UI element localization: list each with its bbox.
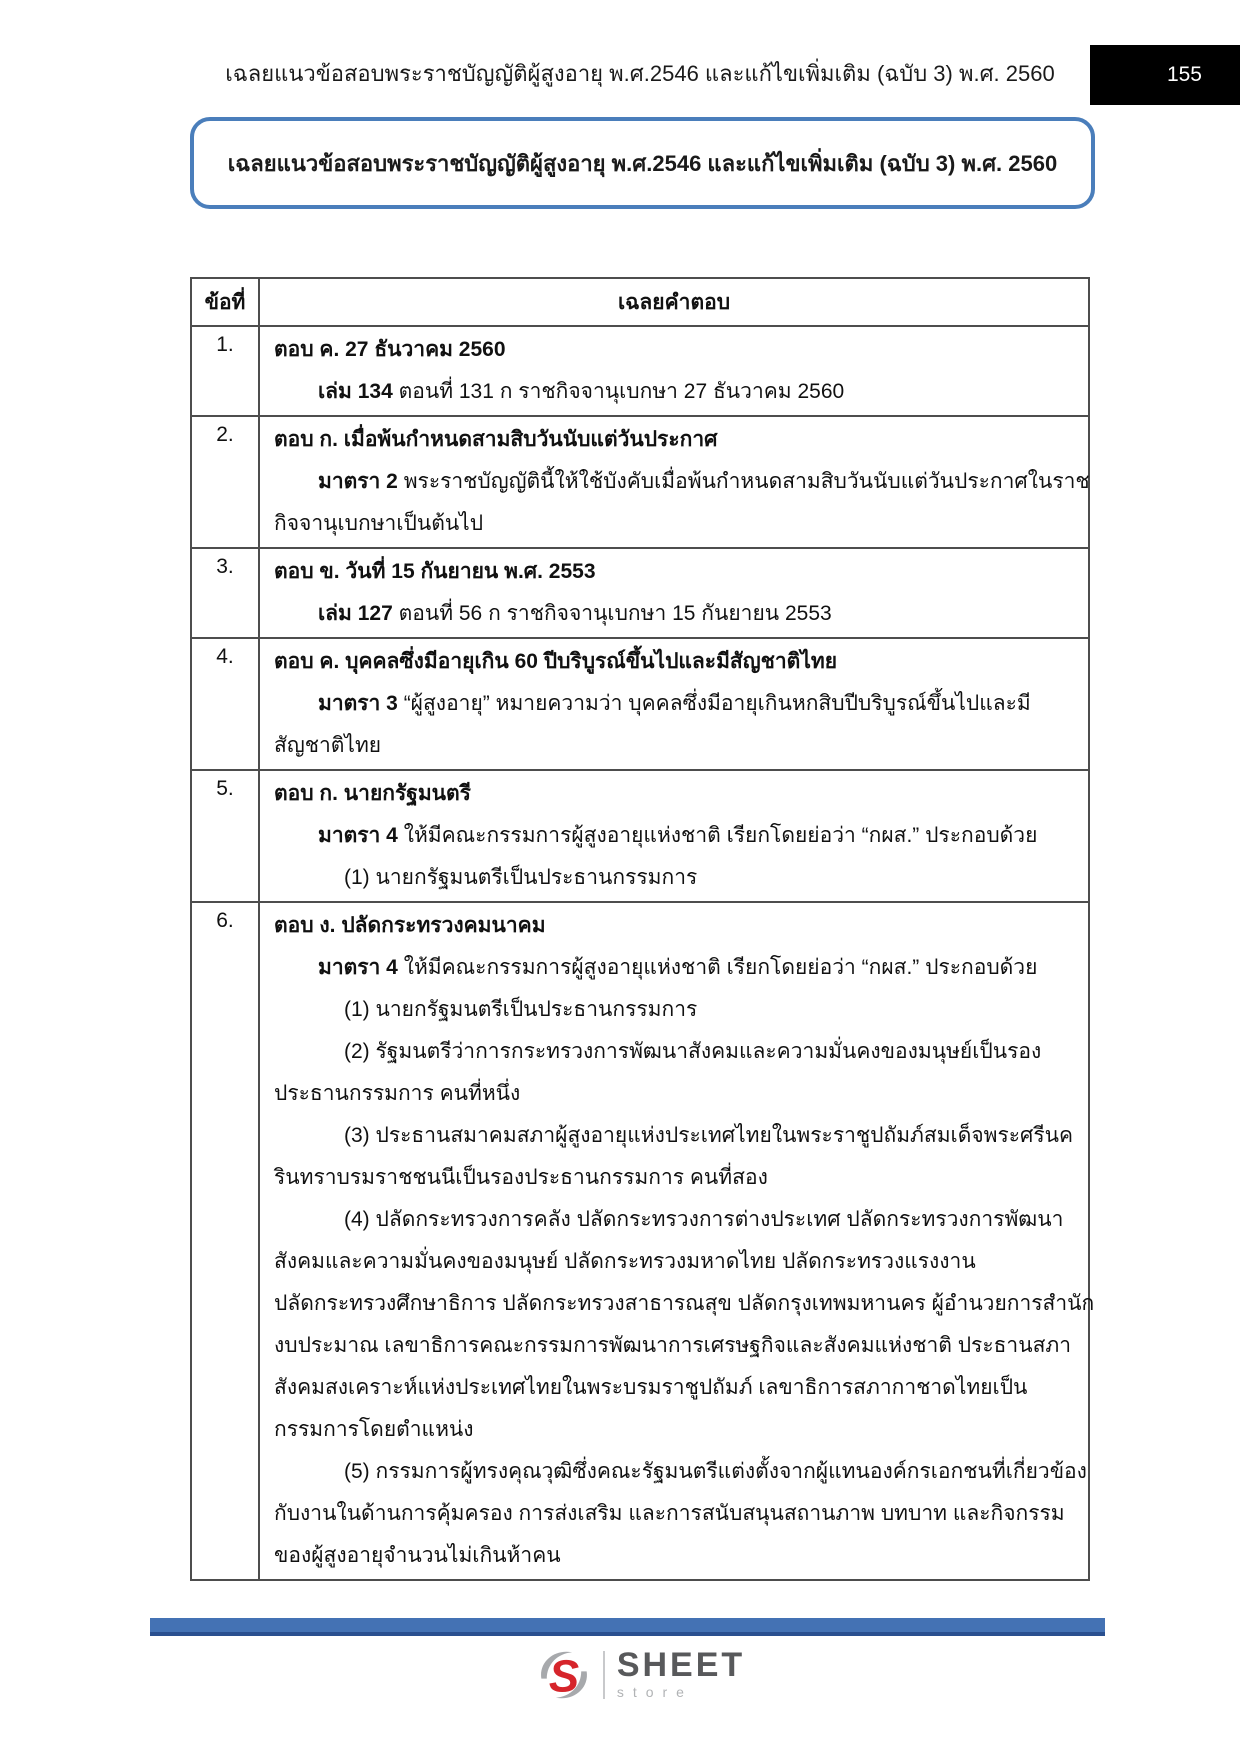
column-header-no: ข้อที่ (191, 278, 259, 326)
cell-question-number: 1. (191, 326, 259, 416)
sheet-store-logo (0, 1646, 1240, 1704)
cell-question-number: 2. (191, 416, 259, 548)
answer-line: สังคมสงเคราะห์แห่งประเทศไทยในพระบรมราชูปถัมภ์ เลขาธิการสภากาชาดไทยเป็น (274, 1376, 1028, 1399)
answer-line: เล่ม 134 ตอนที่ 131 ก ราชกิจจานุเบกษา 27 ธันวาคม 2560 (318, 380, 845, 403)
answer-line: ตอบ ค. บุคคลซึ่งมีอายุเกิน 60 ปีบริบูรณ์ขึ้นไปและมีสัญชาติไทย (274, 650, 838, 673)
cell-answer (259, 326, 1089, 416)
logo-letter: S (548, 1650, 579, 1702)
table-row (191, 902, 1089, 1580)
cell-answer (259, 548, 1089, 638)
answer-line: (3) ประธานสมาคมสภาผู้สูงอายุแห่งประเทศไทยในพระราชูปถัมภ์สมเด็จพระศรีนค (344, 1124, 1074, 1147)
answer-line: มาตรา 4 ให้มีคณะกรรมการผู้สูงอายุแห่งชาติ เรียกโดยย่อว่า “กผส.” ประกอบด้วย (318, 956, 1038, 979)
logo-divider (603, 1651, 605, 1699)
answer-table (190, 277, 1095, 1581)
answer-line: ตอบ ก. เมื่อพ้นกำหนดสามสิบวันนับแต่วันประกาศ (274, 428, 718, 451)
logo-brand-text: SHEET (616, 1646, 746, 1684)
logo-sub-text: store (616, 1684, 693, 1700)
answer-line: สังคมและความมั่นคงของมนุษย์ ปลัดกระทรวงมหาดไทย ปลัดกระทรวงแรงงาน (274, 1250, 976, 1273)
answer-line: เล่ม 127 ตอนที่ 56 ก ราชกิจจานุเบกษา 15 กันยายน 2553 (318, 602, 832, 625)
answer-line: สัญชาติไทย (274, 734, 382, 757)
page-number-badge (1090, 45, 1240, 105)
sheet-store-logo-icon (535, 1646, 593, 1704)
cell-answer (259, 902, 1095, 1580)
page-header-text: เฉลยแนวข้อสอบพระราชบัญญัติผู้สูงอายุ พ.ศ.2546 และแก้ไขเพิ่มเติม (ฉบับ 3) พ.ศ. 2560 (225, 61, 1055, 86)
answer-line: (1) นายกรัฐมนตรีเป็นประธานกรรมการ (344, 866, 698, 889)
cell-question-number: 4. (191, 638, 259, 770)
cell-answer (259, 770, 1089, 902)
table-row (191, 638, 1089, 770)
page-number: 155 (1166, 63, 1202, 86)
answer-line: มาตรา 2 พระราชบัญญัตินี้ให้ใช้บังคับเมื่อพ้นกำหนดสามสิบวันนับแต่วันประกาศในราช (318, 470, 1090, 493)
answer-line: งบประมาณ เลขาธิการคณะกรรมการพัฒนาการเศรษฐกิจและสังคมแห่งชาติ ประธานสภา (274, 1334, 1072, 1357)
column-header-answer: เฉลยคำตอบ (259, 278, 1089, 326)
answer-line: ตอบ ข. วันที่ 15 กันยายน พ.ศ. 2553 (274, 560, 596, 583)
answer-line: ตอบ ค. 27 ธันวาคม 2560 (274, 338, 506, 361)
answer-line: ตอบ ง. ปลัดกระทรวงคมนาคม (274, 914, 546, 937)
table-row (191, 770, 1089, 902)
answer-line: รินทราบรมราชชนนีเป็นรองประธานกรรมการ คนที่สอง (274, 1166, 768, 1189)
answer-line: มาตรา 3 “ผู้สูงอายุ” หมายความว่า บุคคลซึ่งมีอายุเกินหกสิบปีบริบูรณ์ขึ้นไปและมี (318, 692, 1031, 715)
answer-line: กรรมการโดยตำแหน่ง (274, 1418, 474, 1441)
answer-line: กับงานในด้านการคุ้มครอง การส่งเสริม และการสนับสนุนสถานภาพ บทบาท และกิจกรรม (274, 1502, 1065, 1525)
cell-question-number: 5. (191, 770, 259, 902)
answer-line: (4) ปลัดกระทรวงการคลัง ปลัดกระทรวงการต่างประเทศ ปลัดกระทรวงการพัฒนา (344, 1208, 1064, 1231)
answer-line: มาตรา 4 ให้มีคณะกรรมการผู้สูงอายุแห่งชาติ เรียกโดยย่อว่า “กผส.” ประกอบด้วย (318, 824, 1038, 847)
answer-line: ตอบ ก. นายกรัฐมนตรี (274, 782, 471, 805)
answer-line: ประธานกรรมการ คนที่หนึ่ง (274, 1082, 521, 1105)
table-header-row (191, 278, 1089, 326)
answer-line: (1) นายกรัฐมนตรีเป็นประธานกรรมการ (344, 998, 698, 1021)
document-title: เฉลยแนวข้อสอบพระราชบัญญัติผู้สูงอายุ พ.ศ.2546 และแก้ไขเพิ่มเติม (ฉบับ 3) พ.ศ. 2560 (227, 150, 1058, 176)
table-row (191, 416, 1089, 548)
answer-line: กิจจานุเบกษาเป็นต้นไป (274, 512, 484, 535)
answer-table-body (191, 326, 1095, 1580)
document-title-box (190, 117, 1095, 209)
cell-answer (259, 416, 1089, 548)
cell-question-number: 6. (191, 902, 259, 1580)
footer-divider-bar (150, 1618, 1105, 1636)
cell-question-number: 3. (191, 548, 259, 638)
answer-line: (5) กรรมการผู้ทรงคุณวุฒิซึ่งคณะรัฐมนตรีแต่งตั้งจากผู้แทนองค์กรเอกชนที่เกี่ยวข้อง (344, 1460, 1087, 1483)
answer-line: (2) รัฐมนตรีว่าการกระทรวงการพัฒนาสังคมและความมั่นคงของมนุษย์เป็นรอง (344, 1040, 1042, 1063)
cell-answer (259, 638, 1089, 770)
answer-line: ปลัดกระทรวงศึกษาธิการ ปลัดกระทรวงสาธารณสุข ปลัดกรุงเทพมหานคร ผู้อำนวยการสำนัก (274, 1292, 1095, 1315)
table-row (191, 548, 1089, 638)
table-row (191, 326, 1089, 416)
answer-line: ของผู้สูงอายุจำนวนไม่เกินห้าคน (274, 1544, 561, 1567)
